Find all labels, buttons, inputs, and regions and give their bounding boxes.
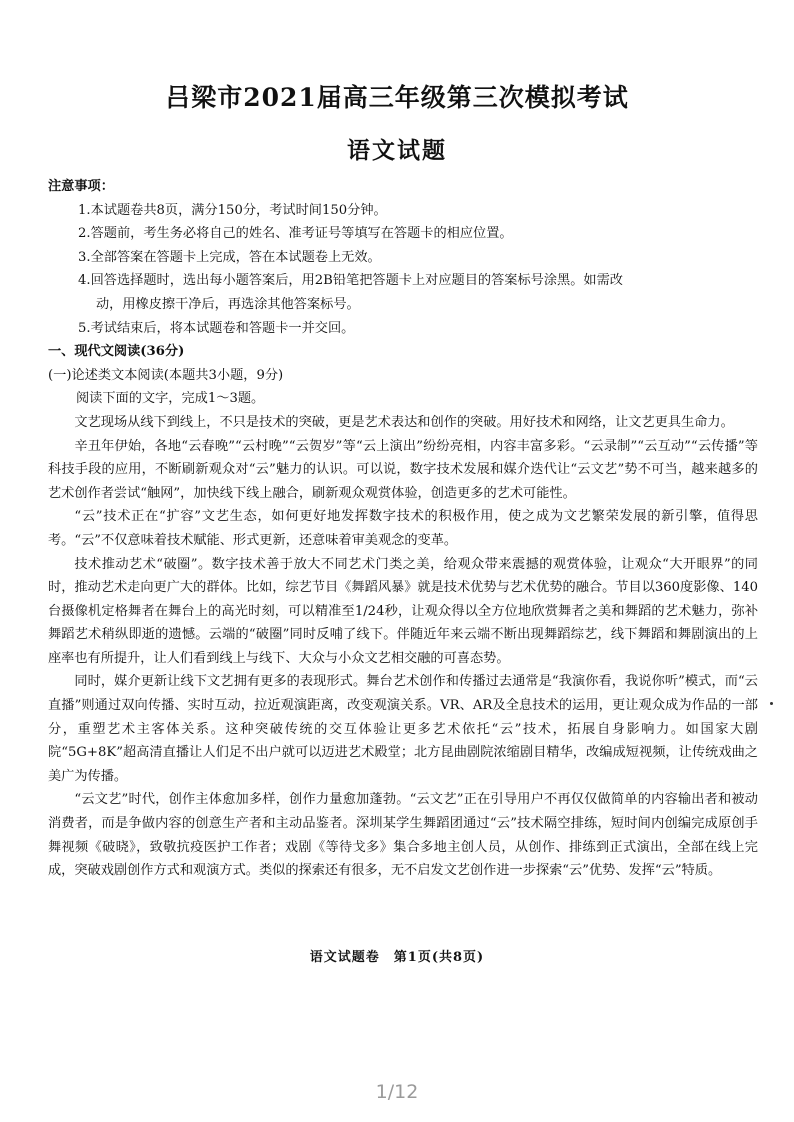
- notice-item: 5.考试结束后，将本试题卷和答题卡一并交回。: [78, 320, 355, 336]
- reading-instruction: 阅读下面的文字，完成1～3题。: [76, 391, 265, 407]
- notice-item: 2.答题前，考生务必将自己的姓名、准考证号等填写在答题卡的相应位置。: [78, 226, 513, 242]
- passage-paragraph: “云文艺”时代，创作主体愈加多样，创作力量愈加蓬勃。“云文艺”正在引导用户不再仅仅做简单的内容输出者和被动消费者，而是争做内容的创意生产者和主动品鉴者。深圳某学生舞蹈团通过“云”技术隔空排练，短时间内创编完成原创手舞视频《破晓》，致敬抗疫医护工作者；戏剧《等待戈多》集合多地主创人员，从创作、排练到正式演出，全部在线上完成，突破戏剧创作方式和观演方式。类似的探索还有很多，无不启发文艺创作进一步探索“云”优势、发挥“云”特质。: [48, 792, 758, 879]
- notice-item: 3.全部答案在答题卡上完成，答在本试题卷上无效。: [78, 249, 381, 265]
- notice-heading: 注意事项：: [48, 179, 114, 194]
- passage-paragraph: “云”技术正在“扩容”文艺生态，如何更好地发挥数字技术的积极作用，使之成为文艺繁荣发展的新引擎，值得思考。“云”不仅意味着技术赋能、形式更新，还意味着审美观念的变革。: [48, 509, 758, 548]
- page-footer: 语文试题卷 第1页(共8页): [309, 950, 485, 965]
- notice-item: 1.本试题卷共8页，满分150分，考试时间150分钟。: [78, 202, 387, 218]
- passage-paragraph: 技术推动艺术“破圈”。数字技术善于放大不同艺术门类之美，给观众带来震撼的观赏体验，让观众“大开眼界”的同时，推动艺术走向更广大的群体。比如，综艺节目《舞蹈风暴》就是技术优势与艺术优势的融合。节目以360度影像、140台摄像机定格舞者在舞台上的高光时刻，可以精准至1/24秒，让观众得以全方位地欣赏舞者之美和舞蹈的艺术魅力，弥补舞蹈艺术稍纵即逝的遗憾。云端的“破圈”同时反哺了线下。伴随近年来云端不断出现舞蹈综艺，线下舞蹈和舞剧演出的上座率也有所提升，让人们看到线上与线下、大众与小众文艺相交融的可喜态势。: [48, 556, 758, 666]
- page-indicator: 1/12: [375, 1081, 419, 1103]
- passage-paragraph: 同时，媒介更新让线下文艺拥有更多的表现形式。舞台艺术创作和传播过去通常是“我演你看，我说你听”模式，而“云直播”则通过双向传播、实时互动，拉近观演距离，改变观演关系。VR、AR及全息技术的运用，更让观众成为作品的一部分，重塑艺术主客体关系。这种突破传统的交互体验让更多艺术依托“云”技术，拓展自身影响力。如国家大剧院“5G+8K”超高清直播让人们足不出户就可以迈进艺术殿堂；北方昆曲剧院浓缩剧目精华，改编成短视频，让传统戏曲之美广为传播。: [48, 674, 758, 784]
- exam-subtitle: 语文试题: [347, 137, 447, 164]
- section-heading: 一、现代文阅读(36分): [48, 344, 185, 360]
- scan-speck: [770, 702, 773, 705]
- notice-item: 4.回答选择题时，选出每小题答案后，用2B铅笔把答题卡上对应题目的答案标号涂黑。如需改: [78, 273, 623, 289]
- exam-content: [48, 175, 758, 883]
- notice-item-continued: 动，用橡皮擦干净后，再选涂其他答案标号。: [96, 296, 360, 312]
- exam-title: 吕梁市2021届高三年级第三次模拟考试: [165, 83, 629, 112]
- passage-paragraph: 辛丑年伊始，各地“云春晚”“云村晚”“云贺岁”等“云上演出”纷纷亮相，内容丰富多彩。“云录制”“云互动”“云传播”等科技手段的应用，不断刷新观众对“云”魅力的认识。可以说，数字技术发展和媒介迭代让“云文艺”势不可当，越来越多的艺术创作者尝试“触网”，加快线下线上融合，刷新观众观赏体验，创造更多的艺术可能性。: [48, 438, 758, 501]
- subsection-heading: (一)论述类文本阅读(本题共3小题，9分): [48, 367, 284, 383]
- passage-paragraph: 文艺现场从线下到线上，不只是技术的突破，更是艺术表达和创作的突破。用好技术和网络，让文艺更具生命力。: [74, 414, 734, 430]
